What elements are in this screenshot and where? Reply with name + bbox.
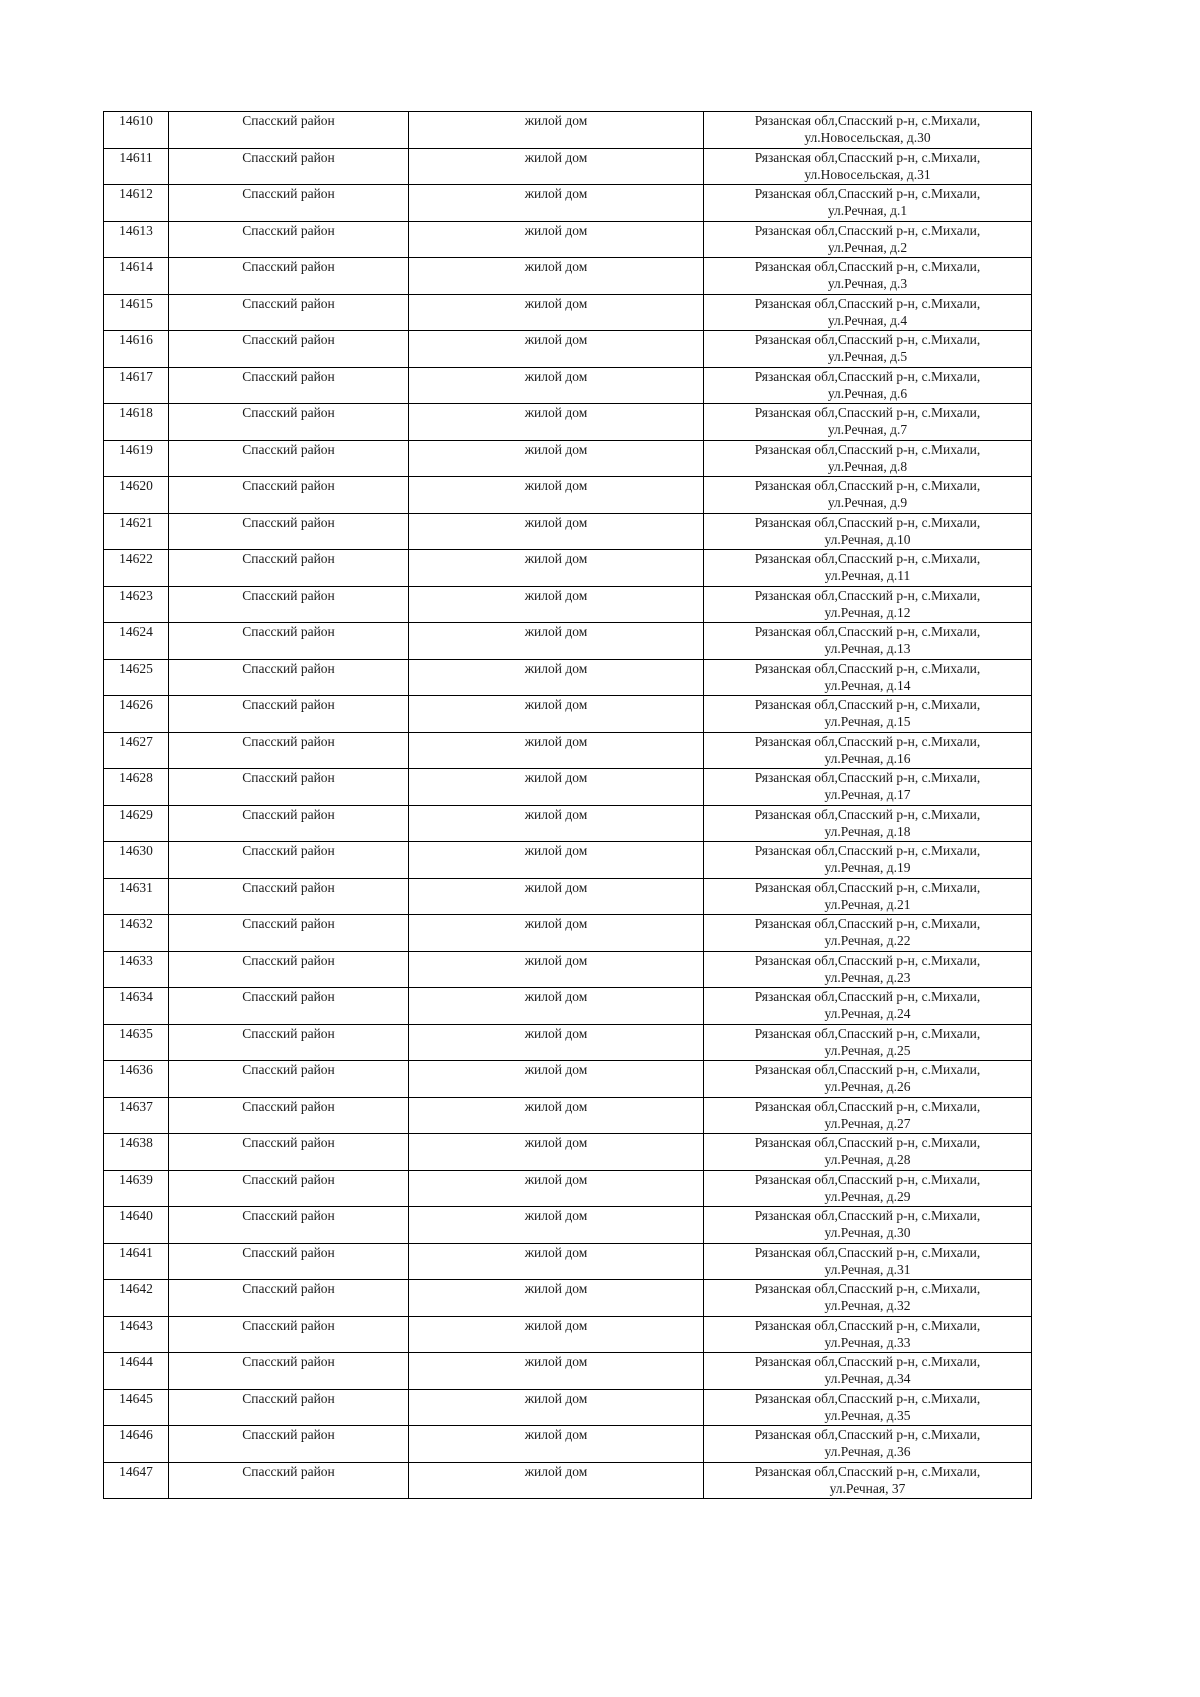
district-cell: Спасский район bbox=[169, 1097, 409, 1134]
address-line-1: Рязанская обл,Спасский р-н, с.Михали, bbox=[754, 441, 981, 457]
district-cell: Спасский район bbox=[169, 951, 409, 988]
table-row bbox=[104, 732, 1032, 769]
address-line-2: ул.Речная, д.28 bbox=[824, 1152, 911, 1167]
table-row bbox=[104, 404, 1032, 441]
object-type-cell: жилой дом bbox=[409, 513, 704, 550]
table-row bbox=[104, 1316, 1032, 1353]
address-cell bbox=[704, 1280, 1032, 1317]
object-type-cell: жилой дом bbox=[409, 1426, 704, 1463]
row-number-cell: 14636 bbox=[104, 1061, 169, 1098]
address-line-1: Рязанская обл,Спасский р-н, с.Михали, bbox=[754, 113, 981, 128]
district-cell: Спасский район bbox=[169, 367, 409, 404]
district-cell: Спасский район bbox=[169, 1462, 409, 1499]
address-cell bbox=[704, 258, 1032, 295]
address-cell bbox=[704, 367, 1032, 404]
address-line-2: ул.Речная, д.32 bbox=[824, 1298, 911, 1313]
row-number-cell: 14610 bbox=[104, 112, 169, 149]
district-cell: Спасский район bbox=[169, 112, 409, 149]
table-row bbox=[104, 951, 1032, 988]
address-line-2: ул.Речная, д.30 bbox=[824, 1225, 911, 1240]
address-cell bbox=[704, 659, 1032, 696]
district-cell: Спасский район bbox=[169, 1389, 409, 1426]
address-line-2: ул.Речная, д.5 bbox=[827, 349, 908, 364]
address-cell bbox=[704, 112, 1032, 149]
district-cell: Спасский район bbox=[169, 185, 409, 222]
address-line-2: ул.Речная, д.9 bbox=[827, 495, 908, 510]
district-cell: Спасский район bbox=[169, 1134, 409, 1171]
row-number-cell: 14637 bbox=[104, 1097, 169, 1134]
object-type-cell: жилой дом bbox=[409, 915, 704, 952]
district-cell: Спасский район bbox=[169, 258, 409, 295]
row-number-cell: 14621 bbox=[104, 513, 169, 550]
object-type-cell: жилой дом bbox=[409, 331, 704, 368]
address-line-1: Рязанская обл,Спасский р-н, с.Михали, bbox=[754, 624, 981, 639]
address-cell bbox=[704, 1353, 1032, 1390]
address-line-2: ул.Речная, д.23 bbox=[824, 969, 911, 985]
district-cell: Спасский район bbox=[169, 1024, 409, 1061]
row-number-cell: 14617 bbox=[104, 367, 169, 404]
table-row bbox=[104, 659, 1032, 696]
address-cell bbox=[704, 513, 1032, 550]
property-table bbox=[103, 111, 1032, 1499]
address-line-1: Рязанская обл,Спасский р-н, с.Михали, bbox=[754, 587, 981, 603]
table-row bbox=[104, 185, 1032, 222]
row-number-cell: 14639 bbox=[104, 1170, 169, 1207]
district-cell: Спасский район bbox=[169, 404, 409, 441]
object-type-cell: жилой дом bbox=[409, 294, 704, 331]
address-cell bbox=[704, 185, 1032, 222]
table-row bbox=[104, 477, 1032, 514]
district-cell: Спасский район bbox=[169, 550, 409, 587]
address-line-1: Рязанская обл,Спасский р-н, с.Михали, bbox=[754, 1062, 981, 1077]
address-line-2: ул.Речная, д.12 bbox=[824, 604, 911, 620]
table-row bbox=[104, 805, 1032, 842]
object-type-cell: жилой дом bbox=[409, 148, 704, 185]
table-row bbox=[104, 1426, 1032, 1463]
address-line-2: ул.Речная, д.29 bbox=[824, 1188, 911, 1204]
table-row bbox=[104, 1389, 1032, 1426]
address-line-2: ул.Речная, д.3 bbox=[827, 276, 908, 291]
address-line-2: ул.Речная, д.2 bbox=[827, 239, 908, 255]
address-cell bbox=[704, 440, 1032, 477]
row-number-cell: 14641 bbox=[104, 1243, 169, 1280]
table-row bbox=[104, 367, 1032, 404]
address-line-2: ул.Речная, д.21 bbox=[824, 896, 911, 912]
table-row bbox=[104, 331, 1032, 368]
object-type-cell: жилой дом bbox=[409, 221, 704, 258]
district-cell: Спасский район bbox=[169, 1170, 409, 1207]
address-cell bbox=[704, 477, 1032, 514]
address-line-2: ул.Речная, д.6 bbox=[827, 385, 908, 401]
object-type-cell: жилой дом bbox=[409, 1134, 704, 1171]
address-cell bbox=[704, 331, 1032, 368]
address-cell bbox=[704, 732, 1032, 769]
address-line-1: Рязанская обл,Спасский р-н, с.Михали, bbox=[754, 405, 981, 420]
table-row bbox=[104, 988, 1032, 1025]
address-cell bbox=[704, 1024, 1032, 1061]
object-type-cell: жилой дом bbox=[409, 1462, 704, 1499]
object-type-cell: жилой дом bbox=[409, 842, 704, 879]
address-cell bbox=[704, 404, 1032, 441]
table-row bbox=[104, 769, 1032, 806]
district-cell: Спасский район bbox=[169, 221, 409, 258]
address-line-1: Рязанская обл,Спасский р-н, с.Михали, bbox=[754, 1281, 981, 1296]
district-cell: Спасский район bbox=[169, 623, 409, 660]
address-cell bbox=[704, 842, 1032, 879]
district-cell: Спасский район bbox=[169, 1061, 409, 1098]
address-line-1: Рязанская обл,Спасский р-н, с.Михали, bbox=[754, 1463, 981, 1479]
table-row bbox=[104, 148, 1032, 185]
district-cell: Спасский район bbox=[169, 1316, 409, 1353]
table-row bbox=[104, 1280, 1032, 1317]
object-type-cell: жилой дом bbox=[409, 1170, 704, 1207]
district-cell: Спасский район bbox=[169, 696, 409, 733]
district-cell: Спасский район bbox=[169, 1426, 409, 1463]
address-line-1: Рязанская обл,Спасский р-н, с.Михали, bbox=[754, 1098, 981, 1114]
address-line-1: Рязанская обл,Спасский р-н, с.Михали, bbox=[754, 697, 981, 712]
object-type-cell: жилой дом bbox=[409, 732, 704, 769]
address-line-1: Рязанская обл,Спасский р-н, с.Михали, bbox=[754, 478, 981, 493]
address-line-1: Рязанская обл,Спасский р-н, с.Михали, bbox=[754, 368, 981, 384]
address-line-1: Рязанская обл,Спасский р-н, с.Михали, bbox=[754, 916, 981, 931]
row-number-cell: 14620 bbox=[104, 477, 169, 514]
row-number-cell: 14613 bbox=[104, 221, 169, 258]
district-cell: Спасский район bbox=[169, 586, 409, 623]
district-cell: Спасский район bbox=[169, 1243, 409, 1280]
table-row bbox=[104, 586, 1032, 623]
table-row bbox=[104, 842, 1032, 879]
object-type-cell: жилой дом bbox=[409, 696, 704, 733]
row-number-cell: 14640 bbox=[104, 1207, 169, 1244]
address-cell bbox=[704, 294, 1032, 331]
district-cell: Спасский район bbox=[169, 440, 409, 477]
row-number-cell: 14615 bbox=[104, 294, 169, 331]
object-type-cell: жилой дом bbox=[409, 1061, 704, 1098]
row-number-cell: 14644 bbox=[104, 1353, 169, 1390]
address-cell bbox=[704, 805, 1032, 842]
district-cell: Спасский район bbox=[169, 659, 409, 696]
address-line-1: Рязанская обл,Спасский р-н, с.Михали, bbox=[754, 1244, 981, 1260]
object-type-cell: жилой дом bbox=[409, 623, 704, 660]
address-cell bbox=[704, 1134, 1032, 1171]
row-number-cell: 14631 bbox=[104, 878, 169, 915]
address-line-2: ул.Новосельская, д.30 bbox=[804, 130, 931, 145]
object-type-cell: жилой дом bbox=[409, 769, 704, 806]
table-row bbox=[104, 513, 1032, 550]
row-number-cell: 14629 bbox=[104, 805, 169, 842]
address-line-1: Рязанская обл,Спасский р-н, с.Михали, bbox=[754, 770, 981, 785]
address-line-2: ул.Речная, д.4 bbox=[827, 312, 908, 328]
address-line-1: Рязанская обл,Спасский р-н, с.Михали, bbox=[754, 1354, 981, 1369]
address-line-1: Рязанская обл,Спасский р-н, с.Михали, bbox=[754, 551, 981, 566]
object-type-cell: жилой дом bbox=[409, 185, 704, 222]
row-number-cell: 14616 bbox=[104, 331, 169, 368]
table-row bbox=[104, 1243, 1032, 1280]
object-type-cell: жилой дом bbox=[409, 550, 704, 587]
object-type-cell: жилой дом bbox=[409, 112, 704, 149]
object-type-cell: жилой дом bbox=[409, 878, 704, 915]
address-cell bbox=[704, 1097, 1032, 1134]
row-number-cell: 14626 bbox=[104, 696, 169, 733]
address-line-1: Рязанская обл,Спасский р-н, с.Михали, bbox=[754, 1171, 981, 1187]
address-cell bbox=[704, 1462, 1032, 1499]
district-cell: Спасский район bbox=[169, 294, 409, 331]
row-number-cell: 14627 bbox=[104, 732, 169, 769]
address-cell bbox=[704, 951, 1032, 988]
address-line-1: Рязанская обл,Спасский р-н, с.Михали, bbox=[754, 806, 981, 822]
object-type-cell: жилой дом bbox=[409, 1280, 704, 1317]
row-number-cell: 14623 bbox=[104, 586, 169, 623]
address-line-1: Рязанская обл,Спасский р-н, с.Михали, bbox=[754, 295, 981, 311]
object-type-cell: жилой дом bbox=[409, 477, 704, 514]
address-line-2: ул.Речная, д.8 bbox=[827, 458, 908, 474]
table-row bbox=[104, 550, 1032, 587]
district-cell: Спасский район bbox=[169, 732, 409, 769]
table-row bbox=[104, 623, 1032, 660]
address-line-2: ул.Речная, д.35 bbox=[824, 1407, 911, 1423]
row-number-cell: 14618 bbox=[104, 404, 169, 441]
address-cell bbox=[704, 623, 1032, 660]
address-line-2: ул.Речная, д.36 bbox=[824, 1444, 911, 1459]
district-cell: Спасский район bbox=[169, 842, 409, 879]
object-type-cell: жилой дом bbox=[409, 586, 704, 623]
address-line-2: ул.Речная, д.22 bbox=[824, 933, 911, 948]
address-line-1: Рязанская обл,Спасский р-н, с.Михали, bbox=[754, 1317, 981, 1333]
address-line-1: Рязанская обл,Спасский р-н, с.Михали, bbox=[754, 989, 981, 1004]
row-number-cell: 14611 bbox=[104, 148, 169, 185]
address-line-1: Рязанская обл,Спасский р-н, с.Михали, bbox=[754, 332, 981, 347]
row-number-cell: 14638 bbox=[104, 1134, 169, 1171]
district-cell: Спасский район bbox=[169, 988, 409, 1025]
table-row bbox=[104, 221, 1032, 258]
table-row bbox=[104, 878, 1032, 915]
row-number-cell: 14628 bbox=[104, 769, 169, 806]
row-number-cell: 14625 bbox=[104, 659, 169, 696]
row-number-cell: 14642 bbox=[104, 1280, 169, 1317]
row-number-cell: 14614 bbox=[104, 258, 169, 295]
object-type-cell: жилой дом bbox=[409, 1316, 704, 1353]
address-cell bbox=[704, 1207, 1032, 1244]
row-number-cell: 14635 bbox=[104, 1024, 169, 1061]
row-number-cell: 14619 bbox=[104, 440, 169, 477]
table-row bbox=[104, 1353, 1032, 1390]
object-type-cell: жилой дом bbox=[409, 367, 704, 404]
address-line-2: ул.Речная, д.26 bbox=[824, 1079, 911, 1094]
row-number-cell: 14632 bbox=[104, 915, 169, 952]
address-line-1: Рязанская обл,Спасский р-н, с.Михали, bbox=[754, 186, 981, 201]
object-type-cell: жилой дом bbox=[409, 805, 704, 842]
row-number-cell: 14646 bbox=[104, 1426, 169, 1463]
address-line-2: ул.Речная, д.16 bbox=[824, 750, 911, 766]
object-type-cell: жилой дом bbox=[409, 404, 704, 441]
address-cell bbox=[704, 221, 1032, 258]
address-line-2: ул.Речная, д.7 bbox=[827, 422, 908, 437]
table-row bbox=[104, 112, 1032, 149]
table-row bbox=[104, 696, 1032, 733]
table-row bbox=[104, 1061, 1032, 1098]
district-cell: Спасский район bbox=[169, 1207, 409, 1244]
object-type-cell: жилой дом bbox=[409, 1353, 704, 1390]
object-type-cell: жилой дом bbox=[409, 1243, 704, 1280]
table-row bbox=[104, 258, 1032, 295]
address-cell bbox=[704, 878, 1032, 915]
row-number-cell: 14643 bbox=[104, 1316, 169, 1353]
row-number-cell: 14612 bbox=[104, 185, 169, 222]
table-row bbox=[104, 294, 1032, 331]
address-cell bbox=[704, 148, 1032, 185]
row-number-cell: 14647 bbox=[104, 1462, 169, 1499]
address-cell bbox=[704, 1061, 1032, 1098]
district-cell: Спасский район bbox=[169, 148, 409, 185]
table-row bbox=[104, 1097, 1032, 1134]
table-row bbox=[104, 1207, 1032, 1244]
address-line-2: ул.Речная, д.34 bbox=[824, 1371, 911, 1386]
object-type-cell: жилой дом bbox=[409, 659, 704, 696]
district-cell: Спасский район bbox=[169, 477, 409, 514]
address-cell bbox=[704, 1243, 1032, 1280]
object-type-cell: жилой дом bbox=[409, 988, 704, 1025]
address-cell bbox=[704, 550, 1032, 587]
address-line-2: ул.Речная, д.27 bbox=[824, 1115, 911, 1131]
address-line-2: ул.Речная, д.25 bbox=[824, 1042, 911, 1058]
row-number-cell: 14645 bbox=[104, 1389, 169, 1426]
address-line-2: ул.Речная, д.15 bbox=[824, 714, 911, 729]
address-line-1: Рязанская обл,Спасский р-н, с.Михали, bbox=[754, 259, 981, 274]
address-line-1: Рязанская обл,Спасский р-н, с.Михали, bbox=[754, 1390, 981, 1406]
object-type-cell: жилой дом bbox=[409, 1389, 704, 1426]
address-line-1: Рязанская обл,Спасский р-н, с.Михали, bbox=[754, 660, 981, 676]
table-row bbox=[104, 440, 1032, 477]
object-type-cell: жилой дом bbox=[409, 440, 704, 477]
address-cell bbox=[704, 1316, 1032, 1353]
address-cell bbox=[704, 769, 1032, 806]
address-cell bbox=[704, 1426, 1032, 1463]
row-number-cell: 14630 bbox=[104, 842, 169, 879]
row-number-cell: 14634 bbox=[104, 988, 169, 1025]
address-cell bbox=[704, 1170, 1032, 1207]
address-line-2: ул.Речная, д.17 bbox=[824, 787, 911, 802]
address-line-1: Рязанская обл,Спасский р-н, с.Михали, bbox=[754, 1135, 981, 1150]
district-cell: Спасский район bbox=[169, 805, 409, 842]
address-line-1: Рязанская обл,Спасский р-н, с.Михали, bbox=[754, 843, 981, 858]
address-cell bbox=[704, 988, 1032, 1025]
row-number-cell: 14622 bbox=[104, 550, 169, 587]
address-line-1: Рязанская обл,Спасский р-н, с.Михали, bbox=[754, 1208, 981, 1223]
address-line-1: Рязанская обл,Спасский р-н, с.Михали, bbox=[754, 1025, 981, 1041]
table-row bbox=[104, 1024, 1032, 1061]
address-line-1: Рязанская обл,Спасский р-н, с.Михали, bbox=[754, 952, 981, 968]
district-cell: Спасский район bbox=[169, 915, 409, 952]
address-cell bbox=[704, 586, 1032, 623]
address-cell bbox=[704, 915, 1032, 952]
object-type-cell: жилой дом bbox=[409, 1207, 704, 1244]
address-line-1: Рязанская обл,Спасский р-н, с.Михали, bbox=[754, 149, 981, 165]
address-line-2: ул.Речная, д.14 bbox=[824, 677, 911, 693]
address-line-1: Рязанская обл,Спасский р-н, с.Михали, bbox=[754, 733, 981, 749]
address-line-2: ул.Речная, д.19 bbox=[824, 860, 911, 875]
table-row bbox=[104, 1170, 1032, 1207]
district-cell: Спасский район bbox=[169, 513, 409, 550]
address-line-2: ул.Речная, д.33 bbox=[824, 1334, 911, 1350]
address-line-2: ул.Речная, 37 bbox=[829, 1480, 906, 1496]
property-table-body bbox=[104, 112, 1032, 1499]
row-number-cell: 14633 bbox=[104, 951, 169, 988]
address-line-1: Рязанская обл,Спасский р-н, с.Михали, bbox=[754, 222, 981, 238]
district-cell: Спасский район bbox=[169, 1280, 409, 1317]
address-line-2: ул.Речная, д.10 bbox=[824, 531, 911, 547]
address-line-2: ул.Речная, д.1 bbox=[827, 203, 908, 218]
district-cell: Спасский район bbox=[169, 878, 409, 915]
table-row bbox=[104, 1134, 1032, 1171]
address-line-2: ул.Речная, д.18 bbox=[824, 823, 911, 839]
address-line-2: ул.Новосельская, д.31 bbox=[804, 166, 931, 182]
row-number-cell: 14624 bbox=[104, 623, 169, 660]
district-cell: Спасский район bbox=[169, 769, 409, 806]
address-cell bbox=[704, 1389, 1032, 1426]
object-type-cell: жилой дом bbox=[409, 1024, 704, 1061]
district-cell: Спасский район bbox=[169, 331, 409, 368]
table-row bbox=[104, 1462, 1032, 1499]
address-line-2: ул.Речная, д.31 bbox=[824, 1261, 911, 1277]
address-line-2: ул.Речная, д.11 bbox=[824, 568, 911, 583]
address-line-1: Рязанская обл,Спасский р-н, с.Михали, bbox=[754, 514, 981, 530]
address-cell bbox=[704, 696, 1032, 733]
address-line-2: ул.Речная, д.24 bbox=[824, 1006, 911, 1021]
address-line-2: ул.Речная, д.13 bbox=[824, 641, 911, 656]
object-type-cell: жилой дом bbox=[409, 258, 704, 295]
object-type-cell: жилой дом bbox=[409, 1097, 704, 1134]
table-row bbox=[104, 915, 1032, 952]
district-cell: Спасский район bbox=[169, 1353, 409, 1390]
object-type-cell: жилой дом bbox=[409, 951, 704, 988]
address-line-1: Рязанская обл,Спасский р-н, с.Михали, bbox=[754, 1427, 981, 1442]
address-line-1: Рязанская обл,Спасский р-н, с.Михали, bbox=[754, 879, 981, 895]
